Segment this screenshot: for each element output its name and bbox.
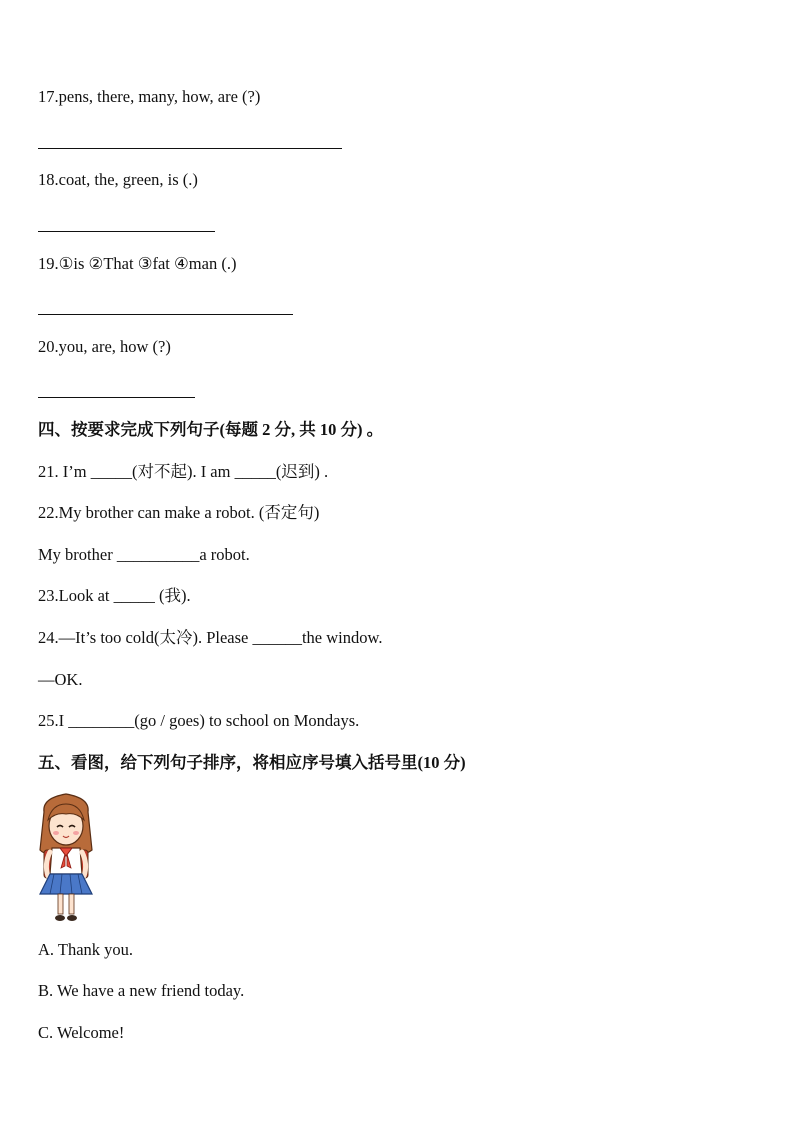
question-25: 25.I ________(go / goes) to school on Mondays. — [38, 711, 360, 730]
question-20: 20.you, are, how (?) — [38, 337, 171, 356]
question-22: 22.My brother can make a robot. (否定句) — [38, 503, 320, 522]
question-22-answer: My brother __________a robot. — [38, 545, 250, 564]
question-19: 19.①is ②That ③fat ④man (.) — [38, 254, 237, 273]
answer-line-20[interactable] — [38, 397, 195, 398]
section-4-heading: 四、按要求完成下列句子(每题 2 分, 共 10 分) 。 — [38, 420, 384, 439]
option-c: C. Welcome! — [38, 1023, 125, 1042]
question-21: 21. I’m _____(对不起). I am _____(迟到) . — [38, 462, 329, 481]
answer-line-19[interactable] — [38, 314, 293, 315]
answer-line-17[interactable] — [38, 148, 342, 149]
question-18: 18.coat, the, green, is (.) — [38, 170, 198, 189]
question-24-reply: —OK. — [38, 670, 83, 689]
section-5-heading: 五、看图，给下列句子排序，将相应序号填入括号里(10 分) — [38, 753, 466, 772]
question-23: 23.Look at _____ (我). — [38, 586, 191, 605]
question-24: 24.—It’s too cold(太冷). Please ______the window. — [38, 628, 383, 647]
schoolgirl-illustration — [34, 790, 98, 926]
answer-line-18[interactable] — [38, 231, 215, 232]
question-17: 17.pens, there, many, how, are (?) — [38, 87, 261, 106]
option-b: B. We have a new friend today. — [38, 981, 245, 1000]
option-a: A. Thank you. — [38, 940, 134, 959]
